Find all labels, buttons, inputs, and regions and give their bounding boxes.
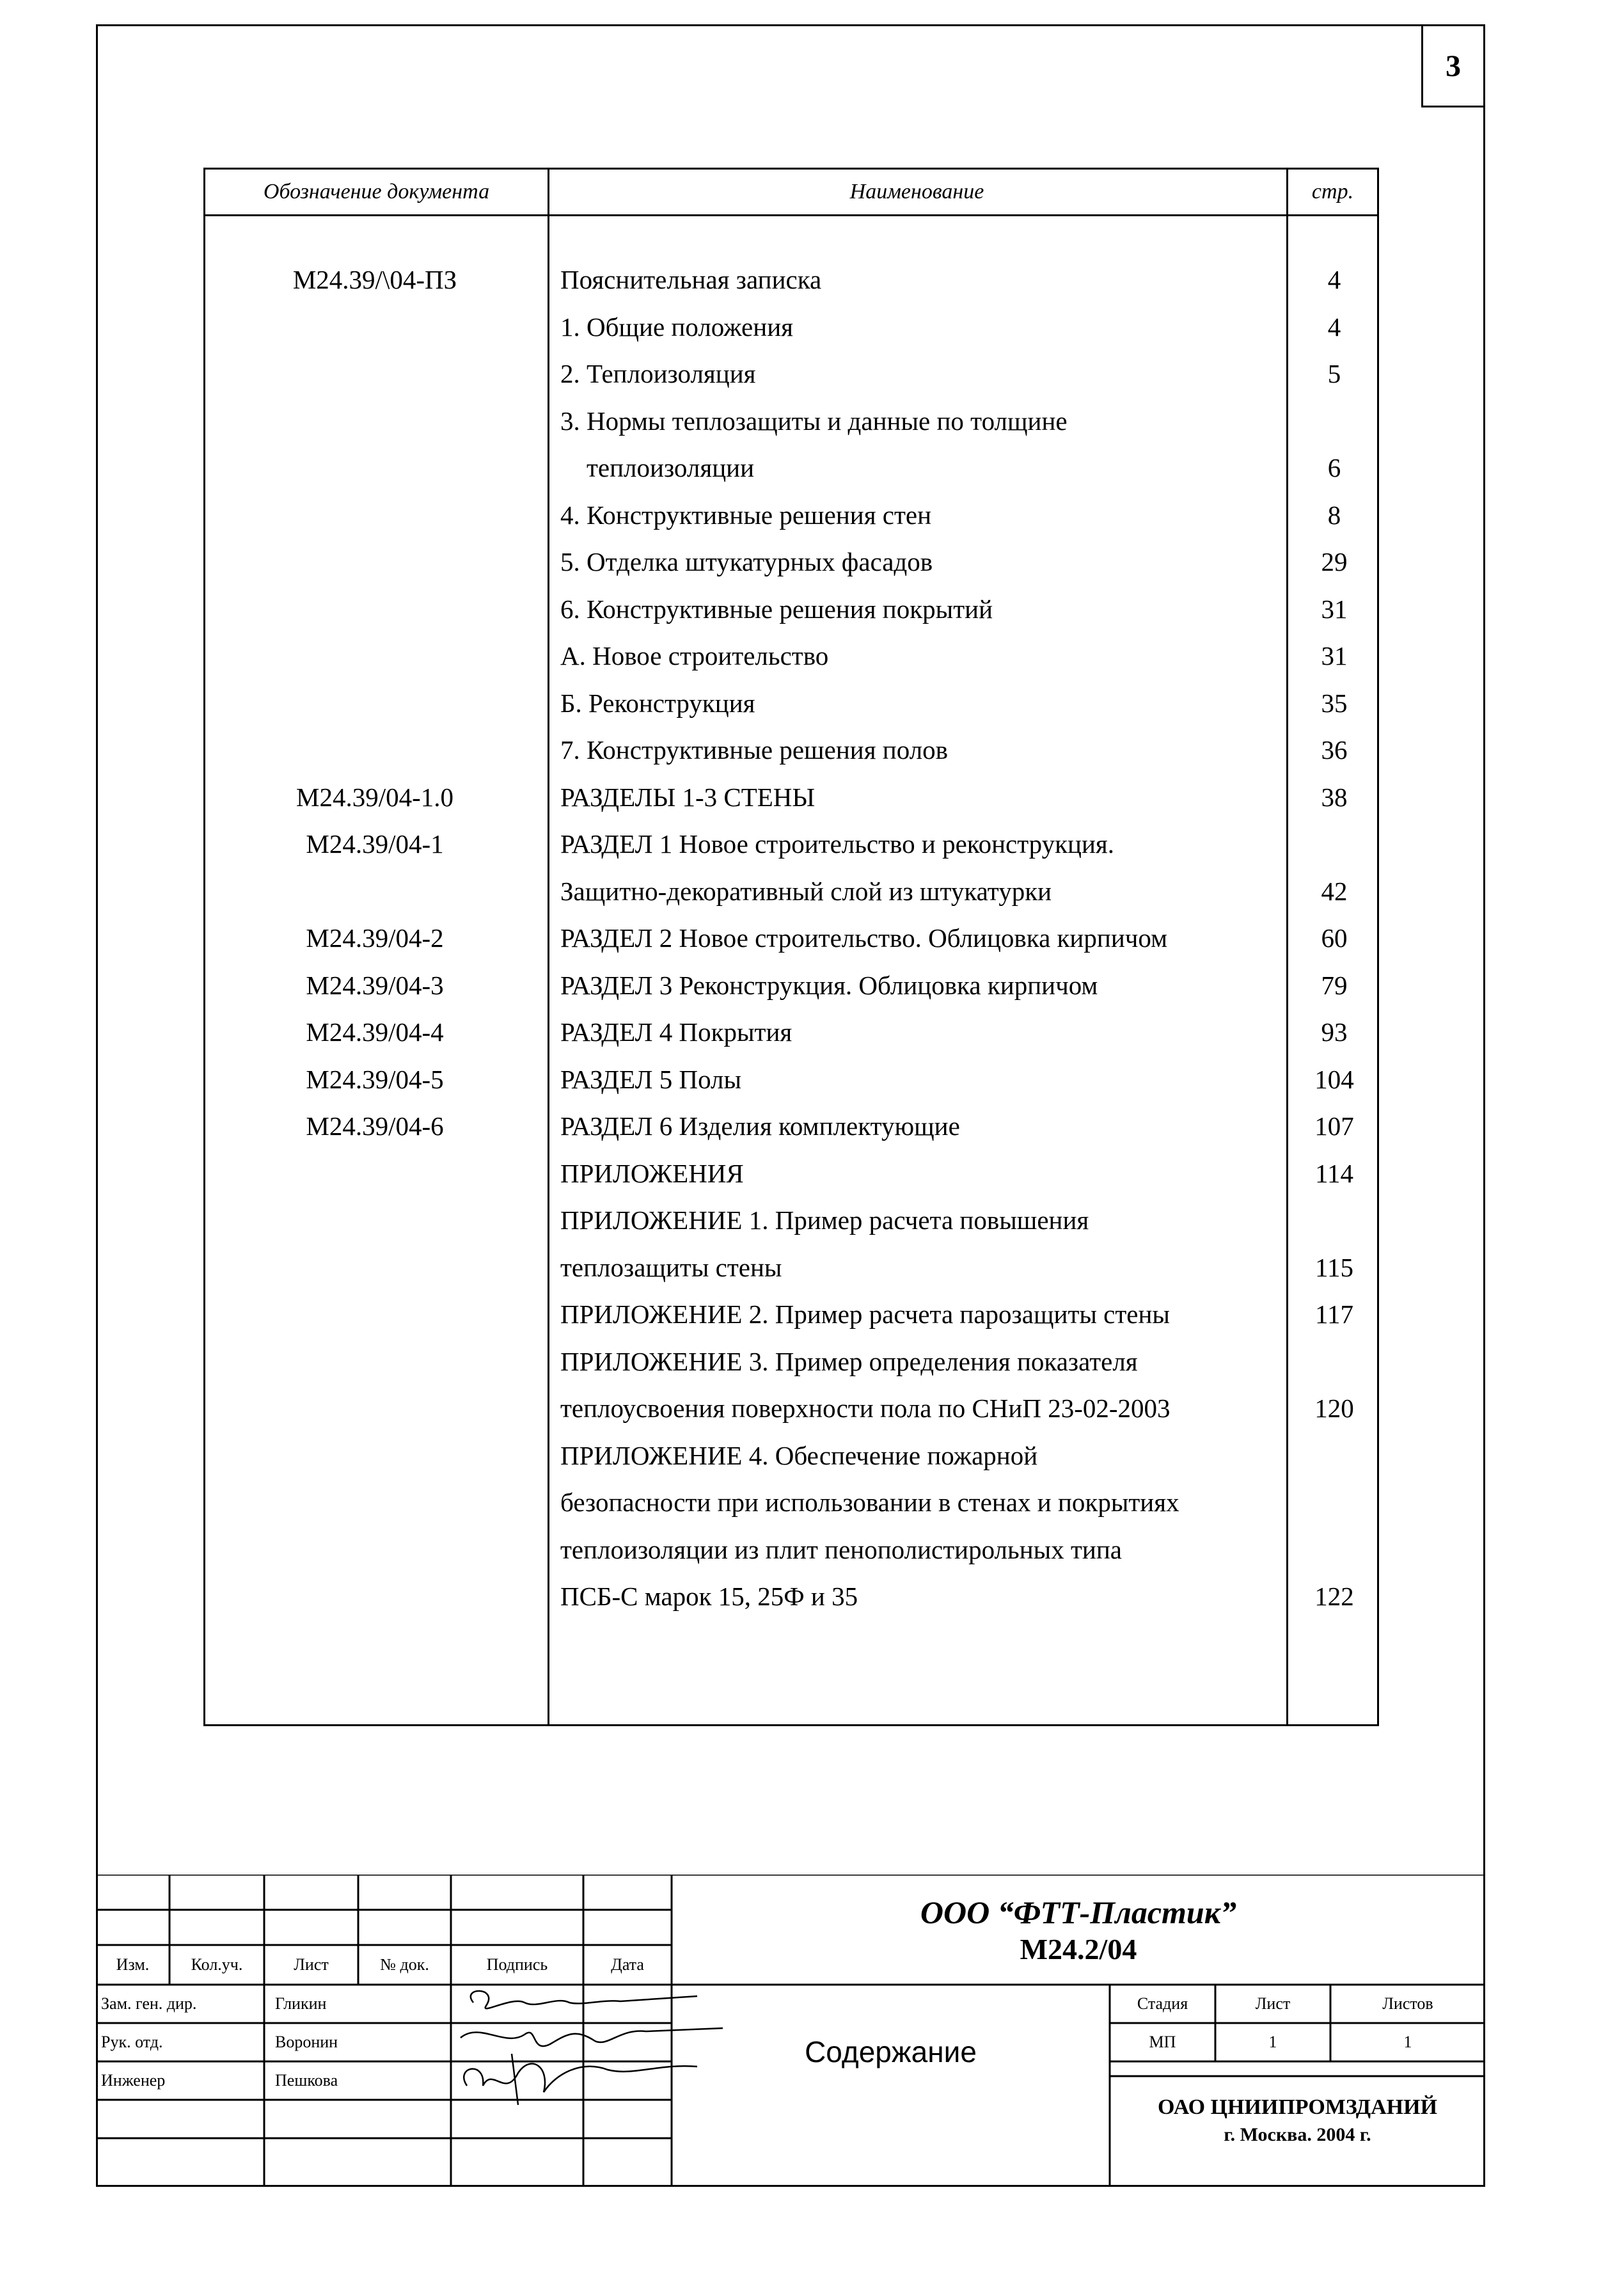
toc-row-page: 79 xyxy=(1321,970,1348,1000)
toc-row-title: 4. Конструктивные решения стен xyxy=(560,500,932,530)
toc-row-page: 31 xyxy=(1321,594,1348,624)
toc-row-title: теплоизоляции из плит пенополистирольных типа xyxy=(560,1534,1122,1564)
name-2: Воронин xyxy=(275,2033,338,2051)
toc-row-page: 114 xyxy=(1315,1158,1353,1188)
toc-row xyxy=(205,1008,1379,1056)
toc-row-page: 35 xyxy=(1321,688,1348,718)
toc-row xyxy=(205,1385,1379,1432)
toc-row xyxy=(205,774,1379,821)
toc-row-title: ПРИЛОЖЕНИЕ 3. Пример определения показателя xyxy=(560,1346,1138,1376)
toc-row-title: 7. Конструктивные решения полов xyxy=(560,735,949,765)
toc-row-page: 107 xyxy=(1314,1111,1354,1141)
toc-row xyxy=(205,726,1379,774)
toc-row xyxy=(205,1150,1379,1197)
sheets-value: 1 xyxy=(1403,2033,1412,2051)
toc-row-title: ПРИЛОЖЕНИЯ xyxy=(560,1158,744,1188)
role-2: Рук. отд. xyxy=(101,2033,163,2051)
toc-row-title: РАЗДЕЛ 2 Новое строительство. Облицовка кирпичом xyxy=(560,923,1168,953)
toc-row-page: 60 xyxy=(1321,923,1348,953)
organization-name: ОАО ЦНИИПРОМЗДАНИЙ xyxy=(1157,2095,1438,2119)
toc-row-title: 3. Нормы теплозащиты и данные по толщине xyxy=(560,406,1068,436)
toc-row-code: М24.39/04-1.0 xyxy=(296,782,453,812)
toc-row-title: РАЗДЕЛ 1 Новое строительство и реконструкция. xyxy=(560,829,1115,859)
organization-city-year: г. Москва. 2004 г. xyxy=(1224,2124,1371,2145)
toc-row-code: М24.39/04-3 xyxy=(306,970,444,1000)
toc-header-name: Наименование xyxy=(849,180,984,203)
toc-row-title: РАЗДЕЛ 6 Изделия комплектующие xyxy=(560,1111,960,1141)
toc-row-title: теплоусвоения поверхности пола по СНиП 23-02-2003 xyxy=(560,1393,1171,1423)
toc-row-title: РАЗДЕЛЫ 1-3 СТЕНЫ xyxy=(560,782,816,812)
toc-row-page: 42 xyxy=(1321,876,1348,906)
toc-row xyxy=(205,962,1379,1009)
toc-row-title: РАЗДЕЛ 4 Покрытия xyxy=(560,1017,792,1047)
role-3: Инженер xyxy=(101,2071,166,2090)
toc-row xyxy=(205,1056,1379,1103)
toc-header-page: стр. xyxy=(1311,180,1354,203)
toc-row xyxy=(205,397,1379,445)
toc-row xyxy=(205,914,1379,962)
toc-row-title: безопасности при использовании в стенах и покрытиях xyxy=(560,1488,1179,1517)
toc-row-title: РАЗДЕЛ 3 Реконструкция. Облицовка кирпичом xyxy=(560,970,1098,1000)
toc-row-title: ПРИЛОЖЕНИЕ 2. Пример расчета парозащиты стены xyxy=(560,1299,1170,1329)
toc-row-page: 122 xyxy=(1314,1582,1354,1611)
col-izm: Изм. xyxy=(116,1955,150,1974)
toc-row-page: 38 xyxy=(1321,782,1348,812)
stage-header: Стадия xyxy=(1137,1994,1188,2013)
toc-row xyxy=(205,303,1379,351)
toc-row-page: 117 xyxy=(1315,1299,1353,1329)
toc-row xyxy=(205,1573,1379,1620)
toc-row-title: ПСБ-С марок 15, 25Ф и 35 xyxy=(560,1582,858,1611)
toc-header-code: Обозначение документа xyxy=(263,180,490,203)
toc-row-title: ПРИЛОЖЕНИЕ 4. Обеспечение пожарной xyxy=(560,1440,1038,1470)
toc-row-code: М24.39/04-6 xyxy=(306,1111,444,1141)
toc-row-title: теплоизоляции xyxy=(560,453,755,482)
toc-row xyxy=(205,1102,1379,1150)
toc-row xyxy=(205,868,1379,915)
toc-row xyxy=(205,491,1379,539)
sheet-value: 1 xyxy=(1268,2033,1277,2051)
col-ndoc: № док. xyxy=(380,1955,429,1974)
toc-row-title: 5. Отделка штукатурных фасадов xyxy=(560,547,933,576)
col-list: Лист xyxy=(294,1955,329,1974)
toc-row-title: 1. Общие положения xyxy=(560,312,793,342)
toc-row xyxy=(205,1244,1379,1291)
toc-row-page: 115 xyxy=(1315,1252,1353,1282)
role-1: Зам. ген. дир. xyxy=(101,1994,197,2013)
toc-row-code: М24.39/04-4 xyxy=(306,1017,444,1047)
toc-row-page: 31 xyxy=(1321,641,1348,671)
document-title: Содержание xyxy=(805,2035,977,2068)
toc-row-code: М24.39/04-2 xyxy=(306,923,444,953)
toc-row xyxy=(205,444,1379,491)
name-3: Пешкова xyxy=(275,2071,338,2090)
toc-row-page: 4 xyxy=(1327,265,1341,294)
toc-row xyxy=(205,256,1379,303)
toc-row-code: М24.39/04-5 xyxy=(306,1064,444,1094)
toc-row-title: Б. Реконструкция xyxy=(560,688,755,718)
toc-row-title: РАЗДЕЛ 5 Полы xyxy=(560,1064,742,1094)
toc-row-page: 120 xyxy=(1314,1393,1354,1423)
toc-row-page: 4 xyxy=(1327,312,1341,342)
toc-row-code: М24.39/\04-ПЗ xyxy=(292,265,457,294)
toc-row-page: 29 xyxy=(1321,547,1348,576)
toc-row xyxy=(205,679,1379,727)
toc-row xyxy=(205,1196,1379,1244)
col-podpis: Подпись xyxy=(486,1955,548,1974)
toc-row-title: 2. Теплоизоляция xyxy=(560,359,756,388)
toc-row-title: А. Новое строительство xyxy=(560,641,829,671)
toc-row xyxy=(205,632,1379,679)
toc-table xyxy=(203,168,1379,1726)
company-name: ООО “ФТТ-Пластик” xyxy=(920,1894,1237,1930)
toc-row-title: Защитно-декоративный слой из штукатурки xyxy=(560,876,1052,906)
toc-row xyxy=(205,350,1379,397)
toc-row xyxy=(205,1338,1379,1385)
toc-row xyxy=(205,1432,1379,1479)
toc-row xyxy=(205,820,1379,868)
col-kol: Кол.уч. xyxy=(191,1955,243,1974)
toc-row-title: теплозащиты стены xyxy=(560,1252,782,1282)
toc-header-line xyxy=(205,214,1379,216)
page-number: 3 xyxy=(1421,24,1485,107)
toc-row xyxy=(205,1479,1379,1526)
stage-value: МП xyxy=(1149,2033,1176,2051)
toc-row-code: М24.39/04-1 xyxy=(306,829,444,859)
toc-row xyxy=(205,1526,1379,1573)
toc-row-page: 93 xyxy=(1321,1017,1348,1047)
toc-row-page: 6 xyxy=(1327,453,1341,482)
col-data: Дата xyxy=(611,1955,644,1974)
toc-row xyxy=(205,1290,1379,1338)
document-code: М24.2/04 xyxy=(1020,1933,1137,1965)
toc-row-page: 5 xyxy=(1327,359,1341,388)
toc-row-page: 36 xyxy=(1321,735,1348,765)
toc-row xyxy=(205,538,1379,585)
toc-row-page: 104 xyxy=(1314,1064,1354,1094)
toc-row-title: 6. Конструктивные решения покрытий xyxy=(560,594,993,624)
toc-row-page: 8 xyxy=(1327,500,1341,530)
toc-row xyxy=(205,585,1379,633)
toc-row-title: Пояснительная записка xyxy=(560,265,822,294)
sheet-header: Лист xyxy=(1255,1994,1291,2013)
title-block xyxy=(96,1875,1485,2187)
name-1: Гликин xyxy=(275,1994,327,2013)
toc-row-title: ПРИЛОЖЕНИЕ 1. Пример расчета повышения xyxy=(560,1205,1089,1235)
sheets-header: Листов xyxy=(1382,1994,1433,2013)
